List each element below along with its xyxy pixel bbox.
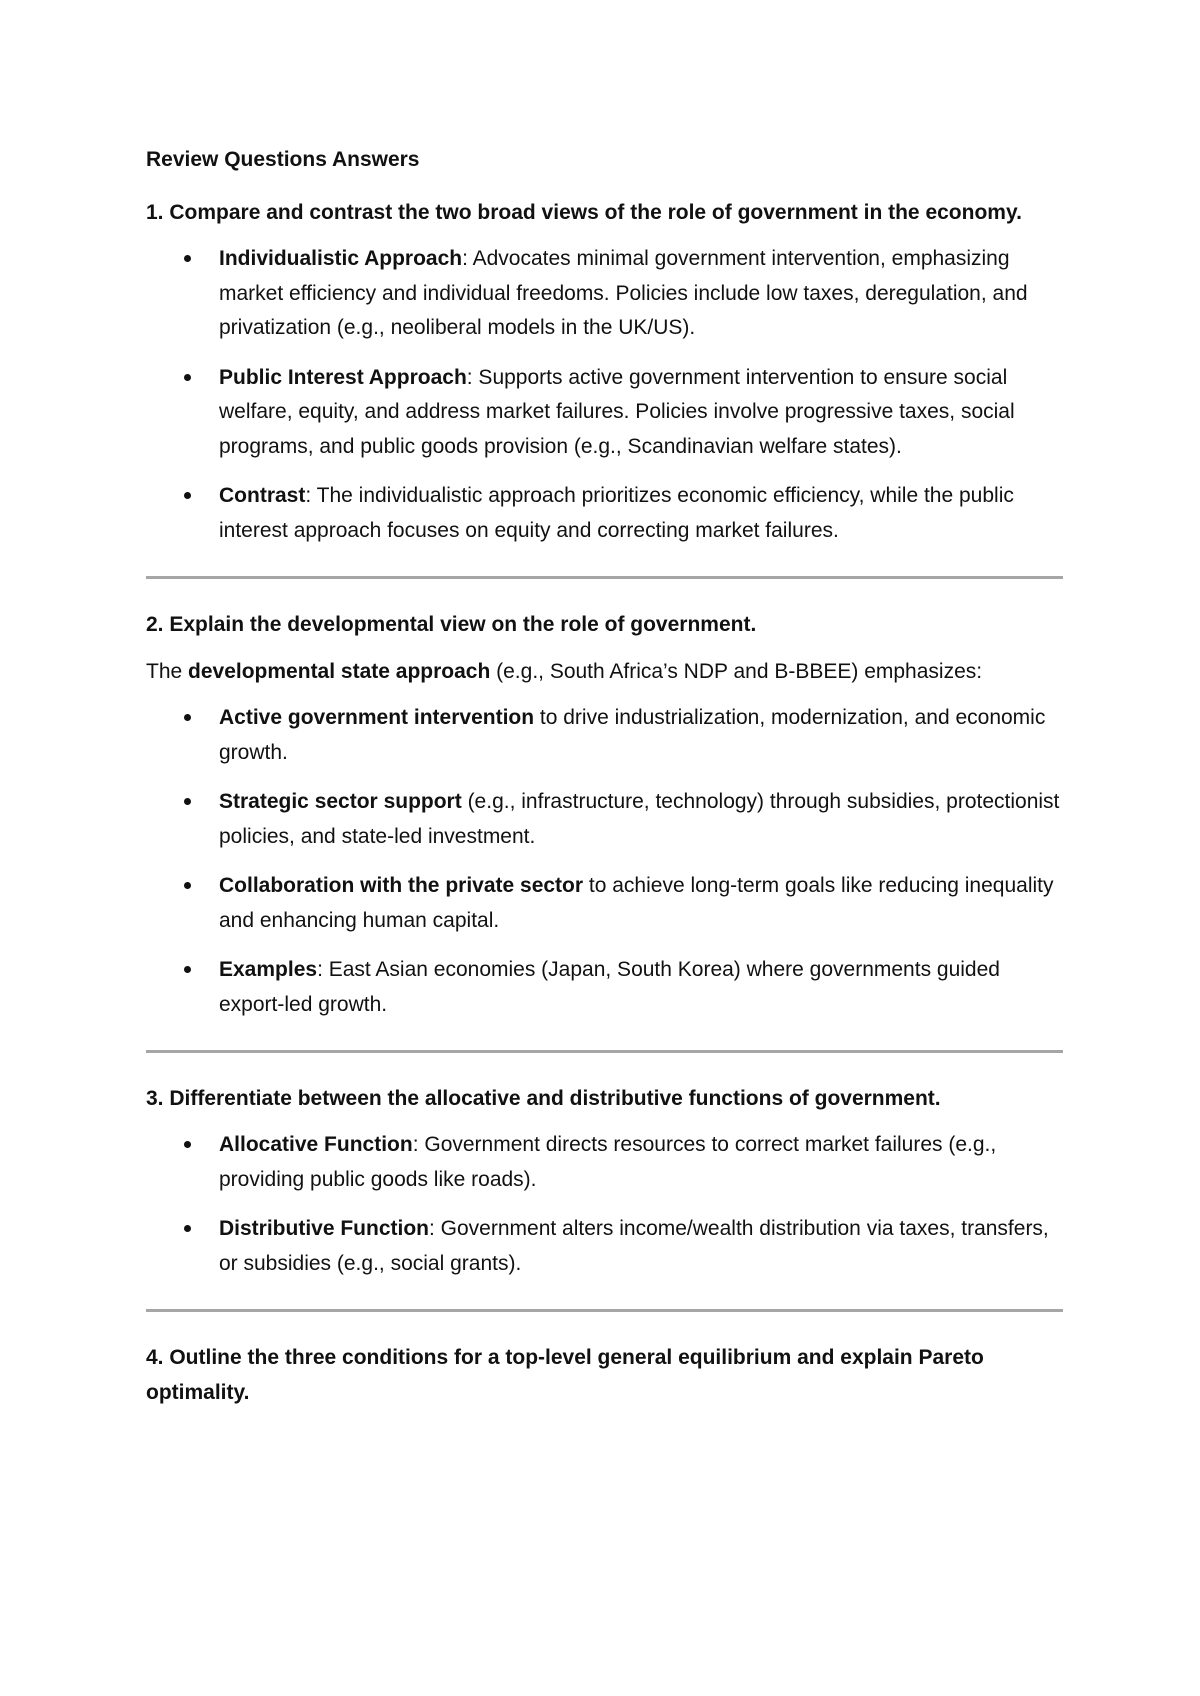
list-item xyxy=(146,953,1070,1022)
question-1-heading: 1. Compare and contrast the two broad views of the role of government in the economy. xyxy=(146,201,1022,224)
item-text: : Advocates minimal government intervention, emphasizing market efficiency and individual freedoms. Policies include low taxes, deregulation, and privatization (e.g., neoliberal models in the UK/US). xyxy=(219,247,1028,339)
list-item xyxy=(146,785,1070,854)
intro-pre: The xyxy=(146,660,189,683)
intro-post: (e.g., South Africa’s NDP and B-BBEE) emphasizes: xyxy=(490,660,983,683)
item-label: Distributive Function xyxy=(219,1217,429,1240)
list-item xyxy=(146,479,1070,548)
question-1-section xyxy=(146,195,1070,548)
item-label: Strategic sector support xyxy=(219,790,462,813)
item-label: Allocative Function xyxy=(219,1133,413,1156)
list-item xyxy=(146,701,1070,770)
bullet-icon xyxy=(184,966,191,973)
question-3-list xyxy=(146,1128,1070,1281)
bullet-icon xyxy=(184,374,191,381)
intro-bold: developmental state approach xyxy=(188,660,491,683)
list-item xyxy=(146,1128,1070,1197)
list-item xyxy=(146,869,1070,938)
item-text: to achieve long-term goals like reducing inequality and enhancing human capital. xyxy=(219,874,1054,932)
bullet-icon xyxy=(184,492,191,499)
section-divider xyxy=(146,576,1063,579)
question-2-heading: 2. Explain the developmental view on the role of government. xyxy=(146,613,757,636)
item-text: (e.g., infrastructure, technology) through subsidies, protectionist policies, and state-led investment. xyxy=(219,790,1060,848)
bullet-icon xyxy=(184,714,191,721)
list-item xyxy=(146,1212,1070,1281)
list-item xyxy=(146,361,1070,465)
item-label: Collaboration with the private sector xyxy=(219,874,584,897)
item-text: : East Asian economies (Japan, South Korea) where governments guided export-led growth. xyxy=(219,958,1000,1016)
document-title: Review Questions Answers xyxy=(146,148,420,171)
question-2-intro xyxy=(146,654,1070,689)
bullet-icon xyxy=(184,798,191,805)
item-label: Examples xyxy=(219,958,318,981)
section-divider xyxy=(146,1309,1063,1312)
item-text: to drive industrialization, modernization, and economic growth. xyxy=(219,706,1046,764)
question-3-section xyxy=(146,1081,1070,1281)
question-4-section xyxy=(146,1340,1070,1410)
question-1-list xyxy=(146,242,1070,548)
item-text: : Government directs resources to correct market failures (e.g., providing public goods like roads). xyxy=(219,1133,997,1191)
item-text: : Government alters income/wealth distribution via taxes, transfers, or subsidies (e.g., social grants). xyxy=(219,1217,1049,1275)
question-3-heading: 3. Differentiate between the allocative and distributive functions of government. xyxy=(146,1087,941,1110)
bullet-icon xyxy=(184,1225,191,1232)
item-text: : Supports active government intervention to ensure social welfare, equity, and address market failures. Policies involve progressive taxes, social programs, and public goods provision (e.g., Scandinavian welfare states). xyxy=(219,365,1015,458)
bullet-icon xyxy=(184,255,191,262)
list-item xyxy=(146,242,1070,346)
item-label: Individualistic Approach xyxy=(219,247,463,270)
item-label: Contrast xyxy=(219,484,306,507)
section-divider xyxy=(146,1050,1063,1053)
item-label: Active government intervention xyxy=(219,706,535,729)
question-2-list xyxy=(146,701,1070,1022)
question-4-heading: 4. Outline the three conditions for a top-level general equilibrium and explain Pareto optimality. xyxy=(146,1346,984,1404)
item-label: Public Interest Approach xyxy=(219,365,467,389)
item-text: : The individualistic approach prioritizes economic efficiency, while the public interest approach focuses on equity and correcting market failures. xyxy=(219,484,1014,542)
bullet-icon xyxy=(184,882,191,889)
bullet-icon xyxy=(184,1141,191,1148)
question-2-section xyxy=(146,607,1070,1022)
